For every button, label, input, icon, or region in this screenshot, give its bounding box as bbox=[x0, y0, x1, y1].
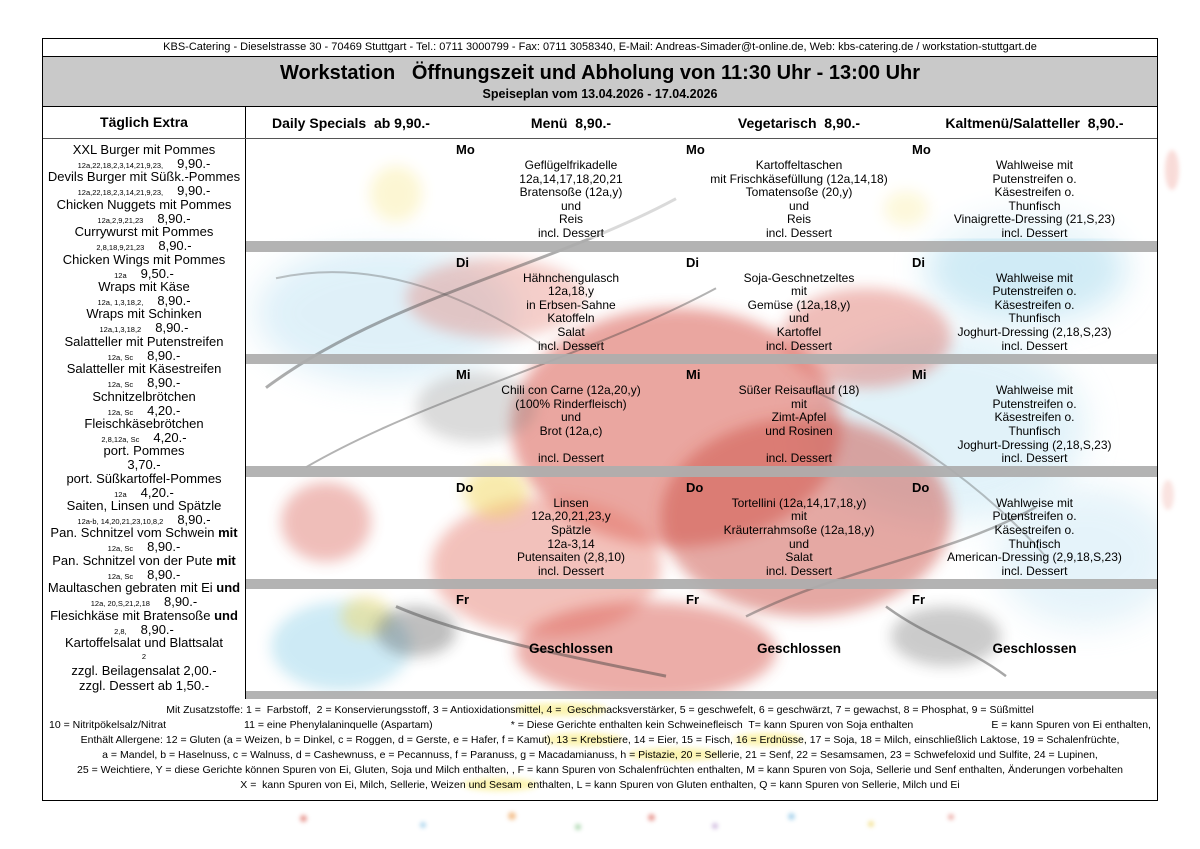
column-header-taeglich-extra: Täglich Extra bbox=[43, 107, 246, 138]
meal-line: Soja-Geschnetzeltes bbox=[743, 270, 855, 285]
meal-line: incl. Dessert bbox=[765, 563, 833, 578]
extra-item bbox=[43, 335, 245, 362]
extra-item-codes: 12a, 1,3,18,2, bbox=[97, 297, 144, 307]
extra-item-name: Pan. Schnitzel vom Schwein mit bbox=[50, 525, 238, 541]
extra-item-codes: 12a bbox=[114, 270, 127, 280]
extra-item bbox=[43, 417, 245, 444]
closed-text: Geschlossen bbox=[756, 641, 842, 657]
footer-segment: * = Diese Gerichte enthalten kein Schweinefleisch T= kann Spuren von Soja enthalten bbox=[510, 719, 914, 731]
meal-line: mit bbox=[791, 509, 807, 524]
daily-cell-fr bbox=[246, 589, 456, 691]
extra-item bbox=[43, 390, 245, 417]
row-separator bbox=[246, 691, 1157, 699]
meal-line: Zimt-Apfel bbox=[771, 410, 827, 425]
menu-cell-mo bbox=[456, 139, 686, 241]
meal-line: und bbox=[788, 536, 810, 551]
footer-line: Enthält Allergene: 12 = Gluten (a = Weizen, b = Dinkel, c = Roggen, d = Gerste, e = Hafer, f = Kamut), 13 = Krebstiere, 14 = Eier, 15 = Fisch, 16 = Erdnüsse, 17 = Soja, 18 = Milch, einschließlich Laktose, 19 = Schalenfrüchte, bbox=[80, 734, 1120, 746]
meal-line: Thunfisch bbox=[1008, 198, 1061, 213]
meal-line: Kartoffeltaschen bbox=[755, 158, 843, 172]
row-separator bbox=[246, 466, 1157, 477]
extra-item bbox=[43, 362, 245, 389]
meal-line: 12a-3,14 bbox=[547, 536, 595, 551]
meal-line: mit bbox=[791, 284, 807, 299]
meal-line: incl. Dessert bbox=[1001, 451, 1068, 466]
menu-cell-fr bbox=[456, 589, 686, 691]
extra-item bbox=[43, 554, 245, 581]
veg-cell-do bbox=[686, 477, 912, 579]
meal-line: 12a,20,21,23,y bbox=[531, 509, 611, 524]
daily-cell-di bbox=[246, 252, 456, 354]
meal-line: Süßer Reisauflauf (18) bbox=[738, 383, 860, 398]
day-label: Do bbox=[456, 479, 474, 495]
menu-body bbox=[43, 139, 1157, 699]
extra-item-price: 4,20.- bbox=[140, 484, 174, 500]
meal-line: in Erbsen-Sahne bbox=[526, 297, 616, 312]
row-separator bbox=[246, 579, 1157, 590]
day-label: Di bbox=[456, 254, 469, 270]
meal-line: Kartoffel bbox=[776, 324, 822, 339]
meal-lines bbox=[912, 252, 1157, 354]
extra-item-price: 8,90.- bbox=[157, 210, 191, 226]
meal-lines bbox=[912, 364, 1157, 466]
meal-lines bbox=[456, 364, 686, 466]
meal-line: und bbox=[560, 198, 582, 213]
meal-lines bbox=[912, 589, 1157, 656]
meal-lines bbox=[686, 252, 912, 354]
extra-item-codes: 12a, Sc bbox=[107, 407, 134, 417]
meal-line: Putenstreifen o. bbox=[992, 284, 1077, 299]
extra-item-name: Flesichkäse mit Bratensoße und bbox=[50, 607, 238, 623]
meal-line: Putenstreifen o. bbox=[992, 509, 1077, 524]
day-label: Mo bbox=[456, 142, 475, 157]
meal-line: Wahlweise mit bbox=[996, 495, 1073, 510]
menu-cell-do bbox=[456, 477, 686, 579]
row-separator bbox=[246, 354, 1157, 365]
meal-line: incl. Dessert bbox=[1001, 225, 1068, 240]
meal-line bbox=[686, 439, 912, 453]
extra-item-name: Pan. Schnitzel von der Pute mit bbox=[52, 552, 236, 568]
column-header-vegetarisch: Vegetarisch 8,90.- bbox=[737, 114, 861, 131]
footer-segment: 10 = Nitritpökelsalz/Nitrat bbox=[49, 719, 167, 731]
kalt-cell-mi bbox=[912, 364, 1157, 466]
day-label: Fr bbox=[912, 592, 925, 608]
extra-item bbox=[43, 472, 245, 499]
meal-line: Käsestreifen o. bbox=[994, 410, 1075, 425]
day-label: Mo bbox=[686, 142, 705, 157]
meal-line: Chili con Carne (12a,20,y) bbox=[501, 383, 641, 398]
meal-line: incl. Dessert bbox=[1001, 563, 1068, 578]
meal-line: Bratensoße (12a,y) bbox=[519, 185, 623, 200]
meal-line: Tomatensoße (20,y) bbox=[745, 185, 853, 200]
day-label: Di bbox=[686, 254, 699, 270]
meal-line: Spätzle bbox=[550, 522, 592, 537]
meal-lines bbox=[456, 252, 686, 354]
extra-item-codes: 12a,22,18,2,3,14,21,9,23, bbox=[77, 161, 164, 170]
meal-lines bbox=[686, 477, 912, 579]
meal-lines bbox=[912, 477, 1157, 579]
meal-line: mit bbox=[791, 396, 807, 411]
meal-line: Thunfisch bbox=[1008, 536, 1061, 551]
menu-cell-mi bbox=[456, 364, 686, 466]
day-label: Mi bbox=[456, 367, 471, 383]
kalt-cell-do bbox=[912, 477, 1157, 579]
extra-item bbox=[43, 526, 245, 553]
closed-text: Geschlossen bbox=[528, 641, 614, 657]
meal-line: Joghurt-Dressing (2,18,S,23) bbox=[957, 437, 1112, 452]
extra-item-codes: 2,8,12a, Sc bbox=[101, 434, 140, 444]
meal-line: Hähnchengulasch bbox=[522, 270, 620, 285]
meal-line: Brot (12a,c) bbox=[539, 423, 603, 438]
extra-item bbox=[43, 143, 245, 170]
extra-item bbox=[43, 253, 245, 280]
meal-line: Thunfisch bbox=[1008, 423, 1061, 438]
extra-item-codes: 12a, Sc bbox=[107, 571, 134, 581]
row-separator bbox=[246, 241, 1157, 252]
meal-lines bbox=[686, 364, 912, 466]
meal-line: incl. Dessert bbox=[1001, 338, 1068, 353]
extra-item bbox=[43, 198, 245, 225]
meal-lines bbox=[456, 589, 686, 656]
meal-line: incl. Dessert bbox=[537, 451, 605, 466]
daily-cell-do bbox=[246, 477, 456, 579]
extra-item-name: Salatteller mit Putenstreifen bbox=[64, 333, 224, 349]
kalt-cell-mo bbox=[912, 139, 1157, 241]
day-label: Do bbox=[686, 479, 704, 495]
extra-surcharges bbox=[43, 663, 245, 699]
meal-lines bbox=[456, 139, 686, 241]
meal-line: Geflügelfrikadelle bbox=[524, 158, 618, 172]
extra-item bbox=[43, 170, 245, 197]
meal-line: Gemüse (12a,18,y) bbox=[747, 297, 851, 312]
extra-item-name: Chicken Nuggets mit Pommes bbox=[56, 196, 232, 212]
veg-cell-mi bbox=[686, 364, 912, 466]
footer-line: X = kann Spuren von Ei, Milch, Sellerie, Weizen und Sesam enthalten, L = kann Spuren von Gluten enthalten, Q = kann Spuren von Sellerie, Milch und Ei bbox=[240, 779, 960, 791]
extra-item-price: 8,90.- bbox=[140, 621, 174, 637]
meal-lines bbox=[912, 139, 1157, 241]
extra-item-name: Salatteller mit Käsestreifen bbox=[66, 361, 222, 377]
extra-item-codes: 12a, Sc bbox=[107, 380, 134, 390]
extra-item bbox=[43, 609, 245, 636]
meal-line: und bbox=[560, 410, 582, 425]
meal-line: incl. Dessert bbox=[537, 225, 605, 240]
meal-line: Putensaiten (2,8,10) bbox=[516, 550, 626, 565]
extra-item bbox=[43, 581, 245, 608]
veg-cell-di bbox=[686, 252, 912, 354]
extra-item bbox=[43, 444, 245, 471]
extra-item-price: 9,90.- bbox=[177, 183, 211, 199]
day-label: Fr bbox=[456, 592, 469, 608]
meal-line: Wahlweise mit bbox=[996, 383, 1073, 398]
meal-line: Käsestreifen o. bbox=[994, 522, 1075, 537]
meal-line: Kräuterrahmsoße (12a,18,y) bbox=[723, 522, 875, 537]
extra-item-price: 8,90.- bbox=[147, 347, 181, 363]
meal-line: Putenstreifen o. bbox=[992, 171, 1077, 186]
day-label: Mi bbox=[912, 367, 927, 383]
extra-item-name: XXL Burger mit Pommes bbox=[72, 142, 216, 157]
extra-item-price: 9,50.- bbox=[140, 265, 174, 281]
footer-line: Mit Zusatzstoffe: 1 = Farbstoff, 2 = Konservierungsstoff, 3 = Antioxidationsmittel, 4 = Geschmacksverstärker, 5 = geschwefelt, 6 = geschwärzt, 7 = gewachst, 8 = Phosphat, 9 = Süßmittel bbox=[166, 704, 1034, 716]
date-range: Speiseplan vom 13.04.2026 - 17.04.2026 bbox=[482, 87, 718, 101]
day-row-mi bbox=[246, 364, 1157, 466]
meal-line: Vinaigrette-Dressing (21,S,23) bbox=[953, 212, 1116, 227]
day-label: Di bbox=[912, 254, 925, 270]
meal-line: Käsestreifen o. bbox=[994, 185, 1075, 200]
meal-line: Reis bbox=[786, 212, 811, 227]
meal-lines bbox=[686, 589, 912, 656]
column-header-daily-specials: Daily Specials ab 9,90.- bbox=[272, 114, 430, 131]
meal-line: incl. Dessert bbox=[765, 338, 833, 353]
veg-cell-mo bbox=[686, 139, 912, 241]
extra-item bbox=[43, 280, 245, 307]
allergen-lines bbox=[43, 703, 1157, 793]
extra-item-price: 8,90.- bbox=[163, 594, 198, 610]
meal-line: Salat bbox=[785, 550, 813, 565]
meal-line: und bbox=[788, 311, 810, 326]
extra-item-codes: 12a, Sc bbox=[107, 352, 134, 362]
extra-item-name: port. Pommes bbox=[103, 443, 185, 459]
extra-item-codes: 12a,1,3,18,2 bbox=[99, 325, 142, 335]
column-header-kaltmenu: Kaltmenü/Salatteller 8,90.- bbox=[945, 114, 1124, 131]
extra-item bbox=[43, 307, 245, 334]
extra-item-codes: 2,8,18,9,21,23 bbox=[96, 243, 145, 253]
day-label: Mi bbox=[686, 367, 701, 383]
meal-line: und bbox=[788, 198, 810, 213]
extra-item-price: 8,90.- bbox=[147, 566, 181, 582]
kalt-cell-di bbox=[912, 252, 1157, 354]
meal-line: 12a,18,y bbox=[547, 284, 595, 299]
footer-segment: 11 = eine Phenylalaninquelle (Aspartam) bbox=[244, 719, 433, 731]
column-header-menu: Menü 8,90.- bbox=[530, 114, 612, 131]
meal-lines bbox=[456, 477, 686, 579]
extra-item-price: 9,90.- bbox=[177, 156, 211, 171]
day-row-mo bbox=[246, 139, 1157, 241]
extra-item-codes: 12a bbox=[114, 489, 127, 499]
menu-frame bbox=[42, 38, 1158, 801]
day-row-do bbox=[246, 477, 1157, 579]
contact-line: KBS-Catering - Dieselstrasse 30 - 70469 Stuttgart - Tel.: 0711 3000799 - Fax: 0711 3058340, E-Mail: Andreas-Simader@t-online.de, Web: kbs-catering.de / workstation-stuttgart.de bbox=[43, 39, 1157, 57]
meal-line: Tortellini (12a,14,17,18,y) bbox=[731, 495, 867, 510]
extra-item-price: 8,90.- bbox=[147, 539, 181, 555]
footer-segment: E = kann Spuren von Ei enthalten, bbox=[991, 719, 1151, 731]
extra-item-name: Schnitzelbrötchen bbox=[92, 388, 196, 404]
day-row-fr bbox=[246, 589, 1157, 691]
extra-item-codes: 12a,2,9,21,23 bbox=[97, 215, 144, 225]
extra-item-name: Fleischkäsebrötchen bbox=[84, 415, 204, 431]
meal-line: mit Frischkäsefüllung (12a,14,18) bbox=[710, 171, 888, 186]
meal-line: incl. Dessert bbox=[765, 225, 833, 240]
day-label: Mo bbox=[912, 142, 931, 157]
extra-item-meta bbox=[43, 458, 245, 471]
extra-item-price: 8,90.- bbox=[155, 320, 189, 336]
day-rows bbox=[246, 139, 1157, 699]
extra-item-codes: 12a-b, 14,20,21,23,10,8,2 bbox=[77, 517, 164, 527]
meal-line: (100% Rinderfleisch) bbox=[515, 396, 627, 411]
meal-line: Wahlweise mit bbox=[996, 158, 1073, 172]
day-label: Fr bbox=[686, 592, 699, 608]
kalt-cell-fr bbox=[912, 589, 1157, 691]
meal-line: incl. Dessert bbox=[537, 563, 605, 578]
extra-item-name: Devils Burger mit Süßk.-Pommes bbox=[47, 169, 241, 185]
allergen-footer bbox=[43, 699, 1157, 800]
extra-surcharge-line: zzgl. Beilagensalat 2,00.- bbox=[71, 663, 217, 679]
meal-line: Käsestreifen o. bbox=[994, 297, 1075, 312]
extra-items-list bbox=[43, 143, 245, 663]
footer-line: 25 = Weichtiere, Y = diese Gerichte können Spuren von Ei, Gluten, Soja und Milch enthalten, , F = kann Spuren von Schalenfrüchten enthalten, M = kann Spuren von Soja, Sellerie und Senf enthalten, Änderungen vorbehalten bbox=[76, 764, 1124, 776]
meal-line: incl. Dessert bbox=[537, 338, 605, 353]
meal-line: Joghurt-Dressing (2,18,S,23) bbox=[957, 324, 1112, 339]
day-label: Do bbox=[912, 479, 930, 495]
meal-line: und Rosinen bbox=[765, 423, 833, 438]
meal-line: Wahlweise mit bbox=[996, 270, 1073, 285]
day-row-di bbox=[246, 252, 1157, 354]
meal-line: Salat bbox=[557, 324, 585, 339]
extra-item bbox=[43, 225, 245, 252]
column-headers bbox=[43, 107, 1157, 139]
meal-line: incl. Dessert bbox=[765, 451, 833, 466]
meal-line: Reis bbox=[558, 212, 583, 227]
extra-item-name: Kartoffelsalat und Blattsalat bbox=[64, 635, 224, 651]
extra-item-codes: 2 bbox=[141, 652, 147, 662]
menu-cell-di bbox=[456, 252, 686, 354]
weekly-grid bbox=[246, 139, 1157, 699]
extra-item-name: Saiten, Linsen und Spätzle bbox=[66, 498, 222, 514]
meal-line: Linsen bbox=[553, 495, 589, 510]
page-title: Workstation Öffnungszeit und Abholung von 11:30 Uhr - 13:00 Uhr bbox=[279, 62, 921, 84]
meal-line: Thunfisch bbox=[1008, 311, 1061, 326]
extra-item-name: Chicken Wings mit Pommes bbox=[62, 251, 226, 267]
veg-cell-fr bbox=[686, 589, 912, 691]
extra-item-codes: 12a,22,18,2,3,14,21,9,23, bbox=[77, 188, 164, 198]
extra-item-codes: 12a, Sc bbox=[107, 544, 134, 554]
extra-item-price: 3,70.- bbox=[127, 457, 161, 473]
extra-item-price: 8,90.- bbox=[157, 292, 191, 308]
meal-line: American-Dressing (2,9,18,S,23) bbox=[947, 550, 1122, 565]
meal-line bbox=[456, 439, 686, 453]
taeglich-extra-column bbox=[43, 139, 246, 699]
extra-surcharge-line: zzgl. Dessert ab 1,50.- bbox=[78, 678, 210, 694]
extra-item-name: port. Süßkartoffel-Pommes bbox=[66, 470, 222, 486]
extra-item-name: Maultaschen gebraten mit Ei und bbox=[47, 580, 241, 596]
extra-item-price: 8,90.- bbox=[158, 238, 192, 254]
daily-cell-mi bbox=[246, 364, 456, 466]
footer-line bbox=[43, 718, 1157, 733]
daily-cell-mo bbox=[246, 139, 456, 241]
extra-item-name: Wraps mit Schinken bbox=[86, 306, 202, 322]
extra-item-meta bbox=[43, 650, 245, 663]
title-band bbox=[43, 57, 1157, 107]
extra-item-price: 8,90.- bbox=[177, 512, 211, 528]
footer-line: a = Mandel, b = Haselnuss, c = Walnuss, d = Cashewnuss, e = Pecannuss, f = Paranuss, g = Macadamianuss, h = Pistazie, 20 = Sellerie, 21 = Senf, 22 = Sesamsamen, 23 = Schwefeloxid und Sulfite, 24 = Lupinen, bbox=[102, 749, 1098, 761]
extra-item-name: Wraps mit Käse bbox=[98, 278, 190, 294]
extra-item bbox=[43, 499, 245, 526]
extra-item-price: 4,20.- bbox=[153, 429, 187, 445]
meal-line: Katoffeln bbox=[547, 311, 595, 326]
meal-line: Putenstreifen o. bbox=[992, 396, 1077, 411]
extra-item-codes: 12a, 20,S,21,2,18 bbox=[90, 599, 150, 609]
meal-lines bbox=[686, 139, 912, 241]
extra-item-name: Currywurst mit Pommes bbox=[74, 224, 214, 240]
meal-line: 12a,14,17,18,20,21 bbox=[519, 171, 623, 186]
extra-item-price: 4,20.- bbox=[147, 402, 181, 418]
extra-item bbox=[43, 636, 245, 663]
extra-item-codes: 2,8, bbox=[114, 626, 127, 636]
closed-text: Geschlossen bbox=[992, 641, 1077, 657]
extra-item-price: 8,90.- bbox=[147, 375, 181, 391]
